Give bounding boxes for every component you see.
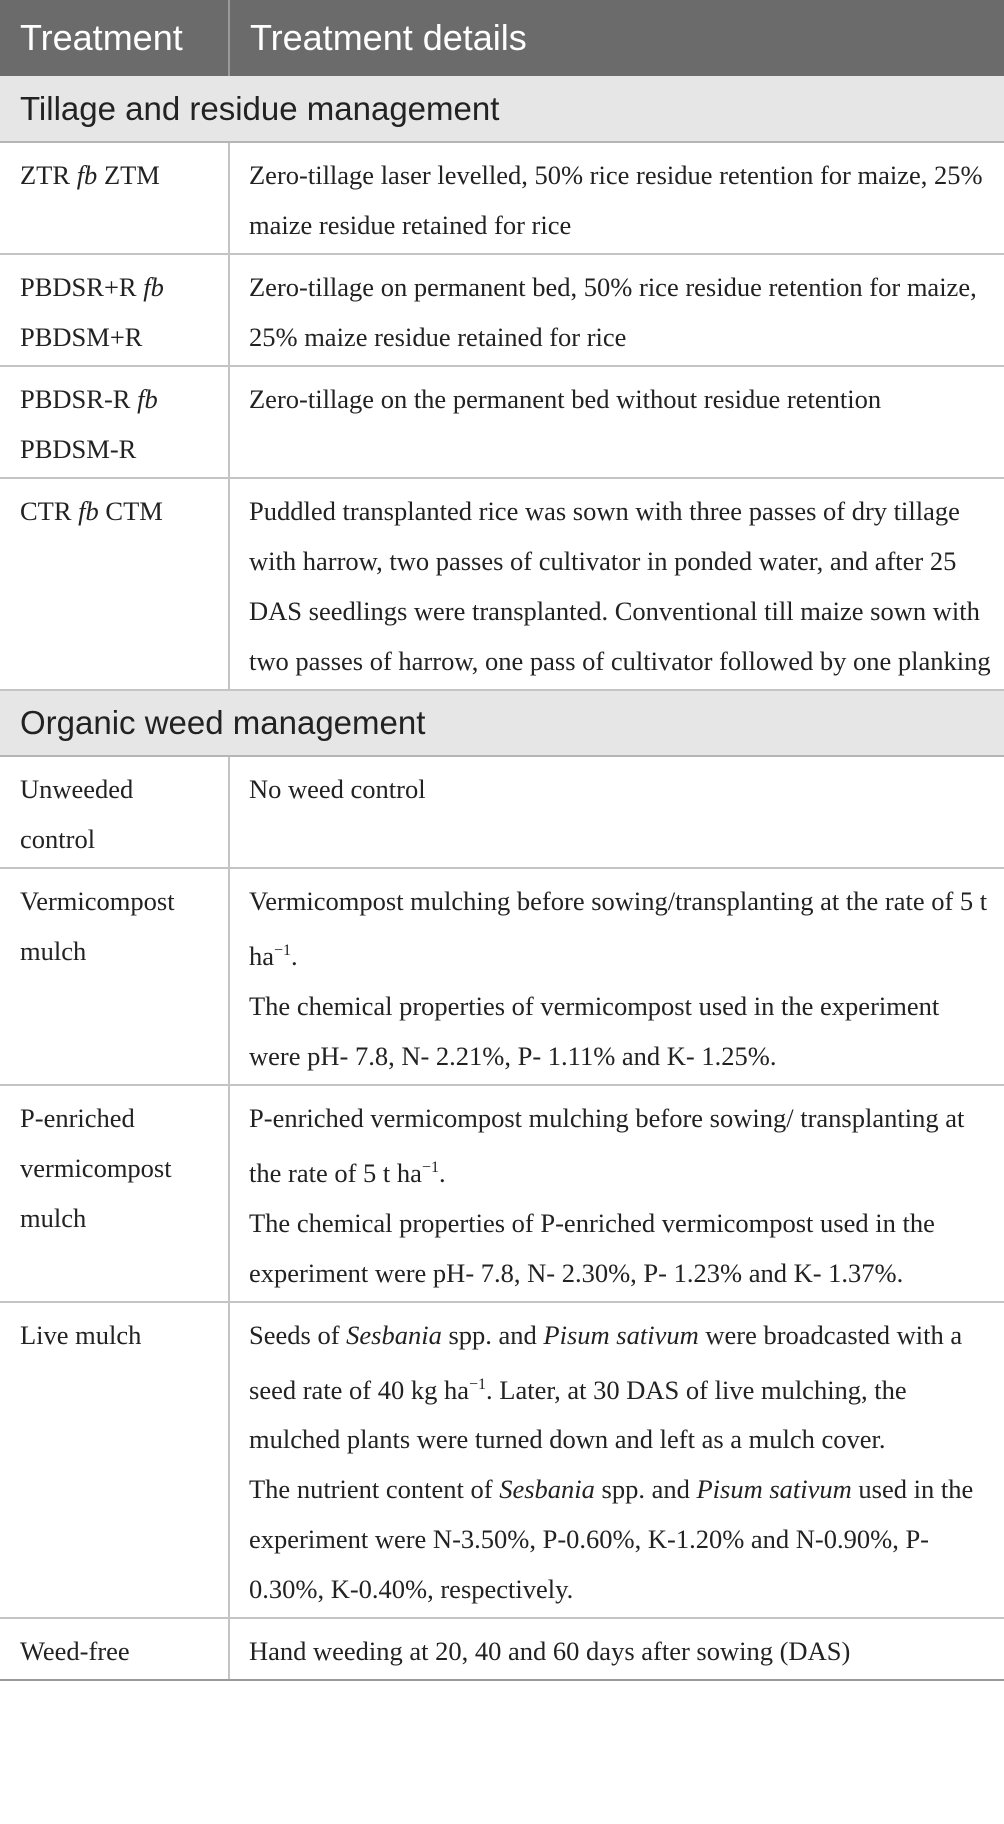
treatment-name xyxy=(0,254,229,366)
treatment-details xyxy=(229,1085,1004,1302)
treatment-details: Hand weeding at 20, 40 and 60 days after sowing (DAS) xyxy=(229,1618,1004,1680)
treatment-name: P-enriched vermicompost mulch xyxy=(0,1085,229,1302)
treatment-name: Vermicompost mulch xyxy=(0,868,229,1085)
table-row xyxy=(0,756,1004,868)
treatment-name xyxy=(0,366,229,478)
section-title-organic-weed: Organic weed management xyxy=(0,690,1004,756)
treatment-name-fb: fb xyxy=(143,272,164,302)
section-row xyxy=(0,76,1004,142)
treatment-name: Unweeded control xyxy=(0,756,229,868)
table-header xyxy=(0,0,1004,76)
treatment-details: Zero-tillage on permanent bed, 50% rice residue retention for maize, 25% maize residue retained for rice xyxy=(229,254,1004,366)
species-name: Pisum sativum xyxy=(696,1474,852,1505)
treatment-name: Live mulch xyxy=(0,1302,229,1619)
details-text: . xyxy=(291,940,298,971)
superscript: −1 xyxy=(421,1158,439,1176)
details-paragraph xyxy=(249,876,994,981)
treatment-details: Zero-tillage laser levelled, 50% rice residue retention for maize, 25% maize residue retained for rice xyxy=(229,142,1004,254)
table-row xyxy=(0,868,1004,1085)
details-text: . Later, at 30 DAS of live mulching, the mulched plants were turned down and left as a mulch cover. xyxy=(249,1374,907,1455)
treatment-details xyxy=(229,868,1004,1085)
details-paragraph xyxy=(249,1093,994,1198)
table-row xyxy=(0,254,1004,366)
treatment-details: Puddled transplanted rice was sown with three passes of dry tillage with harrow, two passes of cultivator in ponded water, and after 25 DAS seedlings were transplanted. Conventional till maize sown with two passes of harrow, one pass of cultivator followed by one planking xyxy=(229,478,1004,690)
superscript: −1 xyxy=(274,942,292,959)
species-name: Sesbania xyxy=(499,1474,595,1505)
treatment-name-part: PBDSR-R xyxy=(20,384,138,414)
table-row xyxy=(0,1302,1004,1619)
treatment-name-part: CTM xyxy=(98,496,163,526)
table-row xyxy=(0,478,1004,690)
treatment-name-part: PBDSM-R xyxy=(20,434,137,464)
details-text: Vermicompost mulching before sowing/transplanting at the rate of 5 t ha xyxy=(249,886,988,971)
details-paragraph: The chemical properties of P-enriched vermicompost used in the experiment were pH- 7.8, N- 2.30%, P- 1.23% and K- 1.37%. xyxy=(249,1207,935,1288)
treatment-details: No weed control xyxy=(229,756,1004,868)
species-name: Sesbania xyxy=(346,1319,442,1350)
treatment-name xyxy=(0,478,229,690)
section-title-tillage: Tillage and residue management xyxy=(0,76,1004,142)
details-text: . xyxy=(438,1157,446,1188)
column-header-treatment: Treatment xyxy=(0,0,229,76)
treatment-name-part: ZTR xyxy=(20,160,77,190)
table-row xyxy=(0,142,1004,254)
column-header-treatment-details: Treatment details xyxy=(229,0,1004,76)
treatment-name-fb: fb xyxy=(78,496,99,526)
treatment-name-fb: fb xyxy=(137,384,158,414)
treatment-details xyxy=(229,1302,1004,1619)
treatment-name-part: CTR xyxy=(20,496,79,526)
treatment-name: Weed-free xyxy=(0,1618,229,1680)
species-name: Pisum sativum xyxy=(543,1319,699,1350)
details-text: Seeds of xyxy=(249,1319,347,1350)
details-text: P-enriched vermicompost mulching before sowing/ transplanting at the rate of 5 t ha xyxy=(249,1102,965,1188)
treatment-details: Zero-tillage on the permanent bed without residue retention xyxy=(229,366,1004,478)
table-row xyxy=(0,366,1004,478)
treatment-name-part: PBDSR+R xyxy=(20,272,144,302)
details-paragraph xyxy=(249,1464,994,1614)
details-text: spp. and xyxy=(594,1474,697,1505)
table-row xyxy=(0,1085,1004,1302)
details-text: The nutrient content of xyxy=(249,1474,500,1505)
table-row xyxy=(0,1618,1004,1680)
details-paragraph xyxy=(249,1310,994,1465)
treatment-name-part: ZTM xyxy=(97,160,160,190)
section-row xyxy=(0,690,1004,756)
treatment-name-part: PBDSM+R xyxy=(20,322,143,352)
treatment-name xyxy=(0,142,229,254)
details-paragraph: The chemical properties of vermicompost used in the experiment were pH- 7.8, N- 2.21%, P- 1.11% and K- 1.25%. xyxy=(249,990,940,1071)
details-text: were broadcasted with a seed rate of 40 kg ha xyxy=(249,1319,963,1405)
treatment-name-fb: fb xyxy=(76,160,98,190)
details-text: used in the experiment were N-3.50%, P-0.60%, K-1.20% and N-0.90%, P-0.30%, K-0.40%, respectively. xyxy=(249,1474,974,1605)
details-text: spp. and xyxy=(441,1319,544,1350)
superscript: −1 xyxy=(469,1375,487,1393)
